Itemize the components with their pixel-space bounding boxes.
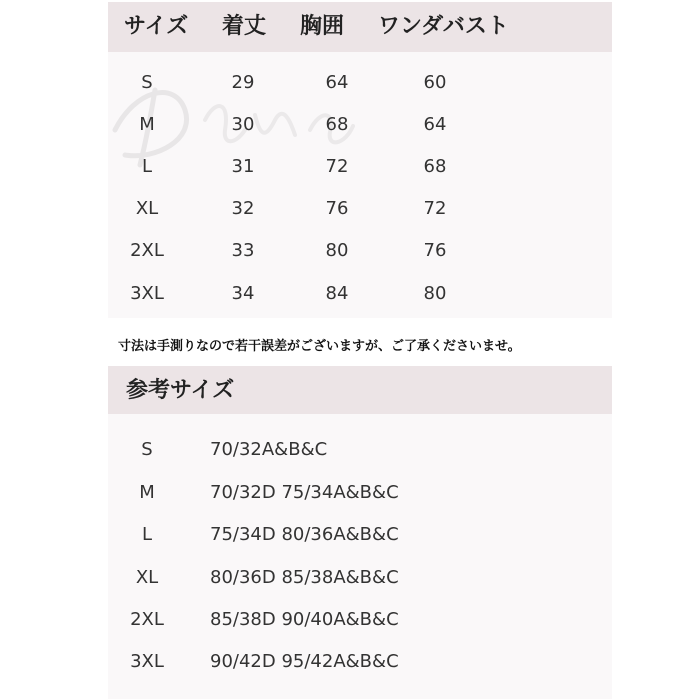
size-cell: L	[141, 156, 153, 177]
reference-values-cell: 70/32D 75/34A&B&C	[210, 482, 399, 503]
chest-cell: 64	[325, 72, 349, 93]
underbust-cell: 64	[423, 114, 447, 135]
chest-cell: 84	[325, 283, 349, 304]
underbust-cell: 80	[423, 283, 447, 304]
underbust-cell: 68	[423, 156, 447, 177]
length-cell: 29	[231, 72, 255, 93]
size-cell: S	[141, 72, 153, 93]
size-cell: M	[139, 114, 155, 135]
size-table-background	[108, 52, 612, 318]
reference-size-cell: L	[141, 524, 153, 545]
length-cell: 32	[231, 198, 255, 219]
length-cell: 31	[231, 156, 255, 177]
reference-values-cell: 75/34D 80/36A&B&C	[210, 524, 399, 545]
header-size: サイズ	[124, 14, 189, 39]
chest-cell: 72	[325, 156, 349, 177]
chest-cell: 76	[325, 198, 349, 219]
reference-values-cell: 70/32A&B&C	[210, 439, 328, 460]
reference-values-cell: 80/36D 85/38A&B&C	[210, 567, 399, 588]
reference-size-cell: 2XL	[130, 609, 164, 630]
header-underbust: ワンダバスト	[378, 14, 509, 39]
length-cell: 33	[231, 240, 255, 261]
reference-size-cell: S	[141, 439, 153, 460]
reference-size-cell: XL	[135, 567, 159, 588]
size-cell: XL	[135, 198, 159, 219]
reference-title: 参考サイズ	[126, 378, 235, 403]
underbust-cell: 72	[423, 198, 447, 219]
reference-values-cell: 85/38D 90/40A&B&C	[210, 609, 399, 630]
reference-values-cell: 90/42D 95/42A&B&C	[210, 651, 399, 672]
size-cell: 2XL	[130, 240, 164, 261]
header-length: 着丈	[222, 14, 267, 39]
measurement-note: 寸法は手測りなので若干誤差がございますが、ご了承くださいませ。	[118, 339, 521, 354]
underbust-cell: 60	[423, 72, 447, 93]
reference-size-cell: 3XL	[130, 651, 164, 672]
length-cell: 30	[231, 114, 255, 135]
length-cell: 34	[231, 283, 255, 304]
reference-size-cell: M	[139, 482, 155, 503]
underbust-cell: 76	[423, 240, 447, 261]
header-chest: 胸囲	[300, 14, 345, 39]
size-cell: 3XL	[130, 283, 164, 304]
chest-cell: 80	[325, 240, 349, 261]
chest-cell: 68	[325, 114, 349, 135]
